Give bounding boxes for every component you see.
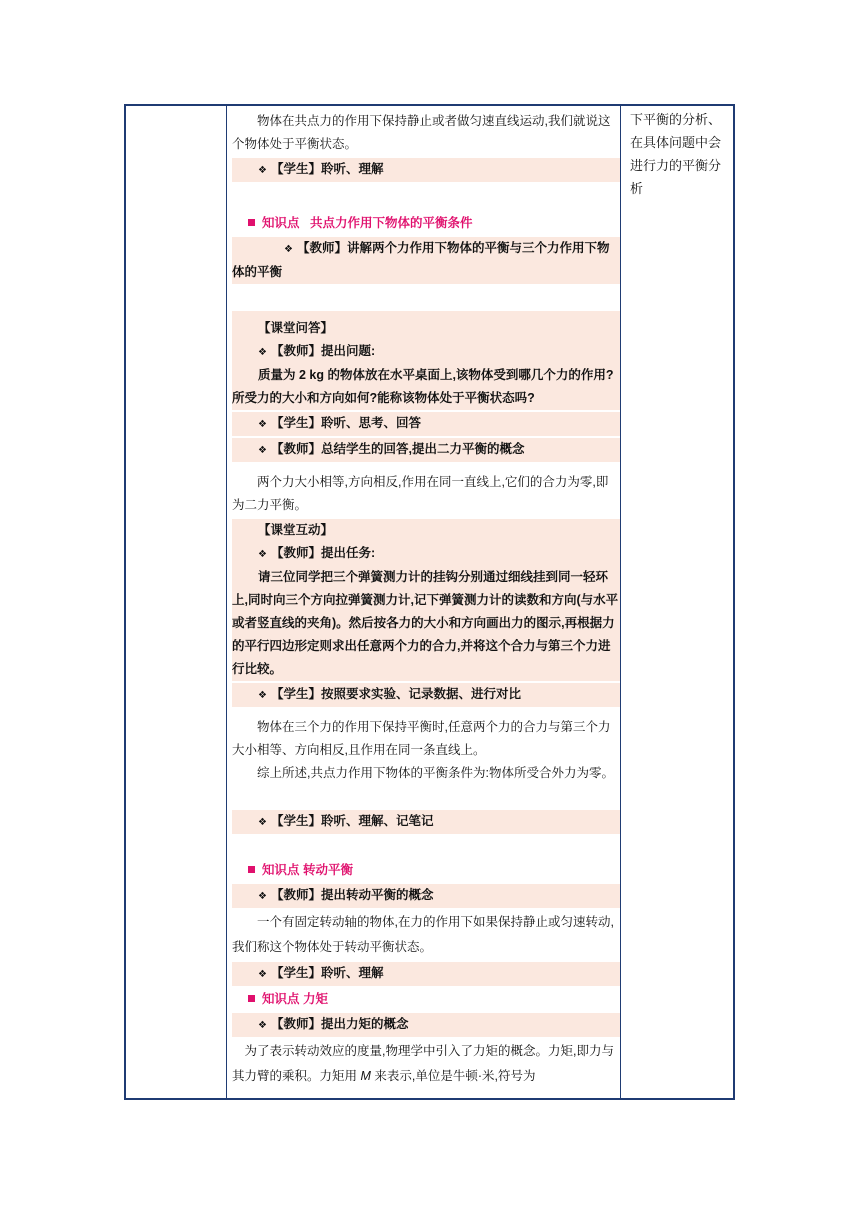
column-divider-right bbox=[620, 106, 621, 1098]
lesson-table bbox=[124, 104, 735, 1100]
qa-label: 【课堂问答】 bbox=[258, 321, 334, 335]
qa-section bbox=[232, 311, 620, 410]
main-content bbox=[232, 106, 620, 1089]
diamond-bullet-icon: ❖ bbox=[258, 690, 267, 701]
interact-label: 【课堂互动】 bbox=[258, 523, 334, 537]
diamond-bullet-icon: ❖ bbox=[258, 445, 267, 456]
student-activity-2: ❖ 【学生】聆听、思考、回答 bbox=[232, 412, 620, 436]
student-activity-3: ❖ 【学生】按照要求实验、记录数据、进行对比 bbox=[232, 683, 620, 707]
student-activity-5: ❖ 【学生】聆听、理解 bbox=[232, 962, 620, 986]
diamond-bullet-icon: ❖ bbox=[258, 891, 267, 902]
teacher-rotation: ❖ 【教师】提出转动平衡的概念 bbox=[232, 884, 620, 908]
task-text: 请三位同学把三个弹簧测力计的挂钩分别通过细线挂到同一轻环上,同时向三个方向拉弹簧测力计,记下弹簧测力计的读数和方向(与水平或者竖直线的夹角)。然后按各力的大小和方向画出力的图示,再根据力的平行四边形定则求出任意两个力的合力,并将这个合力与第三个力进行比较。 bbox=[232, 570, 619, 676]
teacher-activity-explain: ❖ 【教师】讲解两个力作用下物体的平衡与三个力作用下物体的平衡 bbox=[232, 237, 620, 284]
diamond-bullet-icon: ❖ bbox=[258, 347, 267, 358]
diamond-bullet-icon: ❖ bbox=[258, 165, 267, 176]
paragraph-balance-definition: 物体在共点力的作用下保持静止或者做匀速直线运动,我们就说这个物体处于平衡状态。 bbox=[232, 114, 611, 151]
knowledge-point-2: 知识点 转动平衡 bbox=[232, 859, 620, 882]
paragraph-two-force: 两个力大小相等,方向相反,作用在同一直线上,它们的合力为零,即为二力平衡。 bbox=[232, 475, 609, 512]
diamond-bullet-icon: ❖ bbox=[258, 549, 267, 560]
knowledge-point-1: 知识点 共点力作用下物体的平衡条件 bbox=[232, 212, 620, 235]
teacher-torque: ❖ 【教师】提出力矩的概念 bbox=[232, 1013, 620, 1037]
teacher-task: ❖ 【教师】提出任务: bbox=[232, 542, 620, 566]
column-divider-left bbox=[226, 106, 227, 1098]
square-bullet-icon bbox=[248, 866, 255, 873]
teacher-ask: ❖ 【教师】提出问题: bbox=[232, 340, 620, 364]
paragraph-torque: 为了表示转动效应的度量,物理学中引入了力矩的概念。力矩,即力与其力臂的乘积。力矩用 M 来表示,单位是牛顿·米,符号为 bbox=[232, 1044, 614, 1083]
question-text: 质量为 2 kg 的物体放在水平桌面上,该物体受到哪几个力的作用?所受力的大小和方向如何?能称该物体处于平衡状态吗? bbox=[232, 368, 614, 405]
teacher-summary: ❖ 【教师】总结学生的回答,提出二力平衡的概念 bbox=[232, 438, 620, 462]
student-activity-4: ❖ 【学生】聆听、理解、记笔记 bbox=[232, 810, 620, 834]
interact-section bbox=[232, 519, 620, 681]
student-activity-1: ❖ 【学生】聆听、理解 bbox=[232, 158, 620, 182]
diamond-bullet-icon: ❖ bbox=[284, 244, 293, 255]
torque-symbol: M bbox=[360, 1069, 371, 1083]
diamond-bullet-icon: ❖ bbox=[258, 817, 267, 828]
paragraph-conclusion: 综上所述,共点力作用下物体的平衡条件为:物体所受合外力为零。 bbox=[257, 766, 614, 780]
square-bullet-icon bbox=[248, 995, 255, 1002]
square-bullet-icon bbox=[248, 219, 255, 226]
paragraph-rotation-definition: 一个有固定转动轴的物体,在力的作用下如果保持静止或匀速转动,我们称这个物体处于转动平衡状态。 bbox=[232, 915, 614, 954]
diamond-bullet-icon: ❖ bbox=[258, 419, 267, 430]
paragraph-three-force: 物体在三个力的作用下保持平衡时,任意两个力的合力与第三个力大小相等、方向相反,且作用在同一条直线上。 bbox=[232, 720, 611, 757]
knowledge-point-3: 知识点 力矩 bbox=[232, 988, 620, 1011]
side-note: 下平衡的分析、在具体问题中会进行力的平衡分析 bbox=[630, 112, 722, 196]
diamond-bullet-icon: ❖ bbox=[258, 969, 267, 980]
diamond-bullet-icon: ❖ bbox=[258, 1020, 267, 1031]
